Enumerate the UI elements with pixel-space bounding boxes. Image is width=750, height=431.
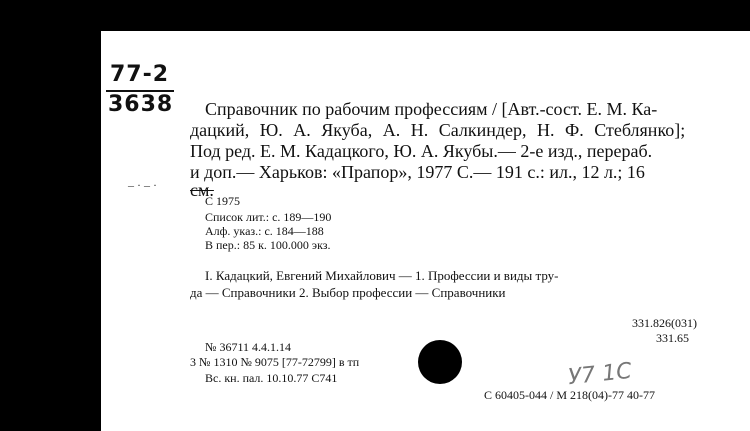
bbk-number: 331.65 <box>656 331 689 345</box>
order-code: С 60405-044 / М 218(04)-77 40-77 <box>484 388 655 402</box>
note-line-2: Список лит.: с. 189—190 <box>205 210 332 224</box>
registry-line-1: № 36711 4.4.1.14 <box>205 340 292 354</box>
ink-blot <box>418 340 462 384</box>
title-line-5: см. <box>190 180 214 200</box>
call-number-bottom: 3638 <box>108 92 174 117</box>
note-line-3: Алф. указ.: с. 184—188 <box>205 224 324 238</box>
pencil-mark: – · – · <box>128 178 157 192</box>
tracing-line-1: I. Кадацкий, Евгений Михайлович — 1. Профессии и виды тру- <box>205 268 559 283</box>
registry-line-2: 3 № 1310 № 9075 [77-72799] в тп <box>190 355 360 369</box>
tracing-line-2: да — Справочники 2. Выбор профессии — Справочники <box>190 285 506 300</box>
title-line-2: дацкий, Ю. А. Якуба, А. Н. Салкиндер, Н. Ф. Стеблянко]; <box>190 120 686 140</box>
udc-number: 331.826(031) <box>632 316 697 330</box>
title-line-1: Справочник по рабочим профессиям / [Авт.-сост. Е. М. Ка- <box>205 99 658 119</box>
title-line-3: Под ред. Е. М. Кадацкого, Ю. А. Якубы.— 2-е изд., перераб. <box>190 141 653 161</box>
registry-line-3: Вс. кн. пал. 10.10.77 С741 <box>205 371 338 385</box>
call-number-top: 77-2 <box>110 62 170 87</box>
title-line-4: и доп.— Харьков: «Прапор», 1977 С.— 191 с.: ил., 12 л.; 16 <box>190 162 645 182</box>
note-line-1: С 1975 <box>205 194 241 208</box>
note-line-4: В пер.: 85 к. 100.000 экз. <box>205 238 331 252</box>
handwritten-note: У7 1С <box>566 358 633 391</box>
